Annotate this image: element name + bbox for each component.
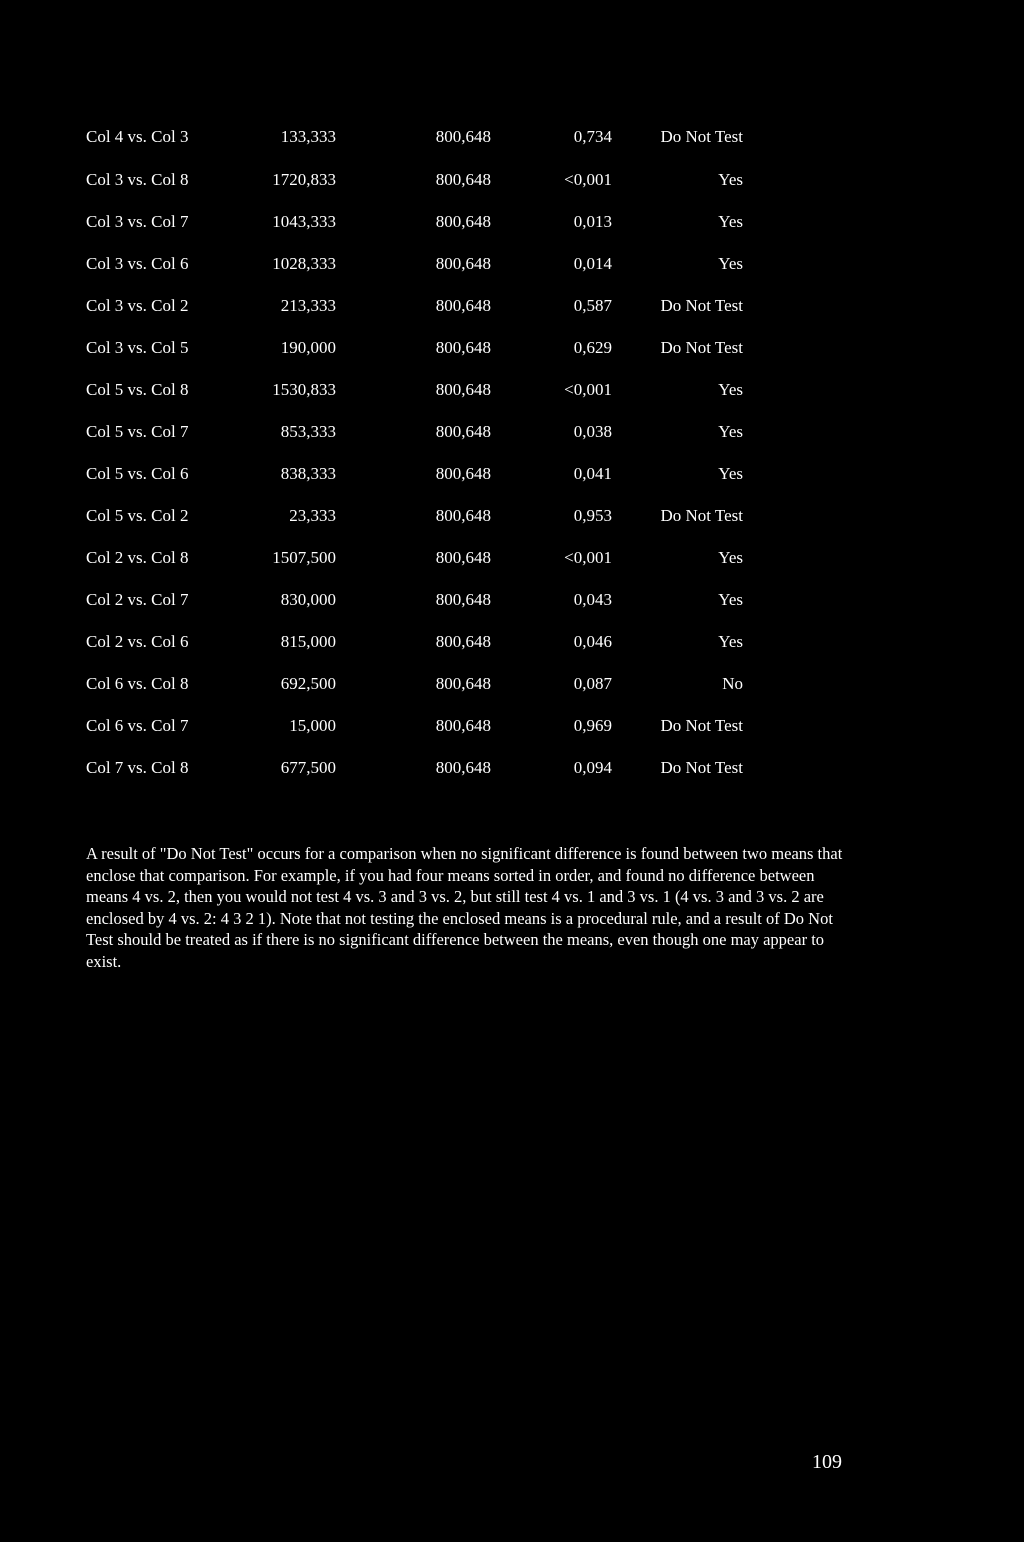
p-value-cell: <0,001 [564, 380, 612, 399]
comparison-cell: Col 3 vs. Col 5 [86, 338, 189, 357]
p-value-cell: 0,043 [573, 590, 612, 609]
p-value-cell: 0,094 [573, 758, 612, 777]
significance-cell: Yes [718, 590, 743, 609]
critical-value-cell: 800,648 [435, 506, 491, 525]
do-not-test-explanation: A result of "Do Not Test" occurs for a comparison when no significant difference is found between two means that enclose that comparison. For example, if you had four means sorted in order, and found no difference between means 4 vs. 2, then you would not test 4 vs. 3 and 3 vs. 2, but still test 4 vs. 1 and 3 vs. 1 (4 vs. 3 and 3 vs. 2 are enclosed by 4 vs. 2: 4 3 2 1). Note that not testing the enclosed means is a procedural rule, and a result of Do Not Test should be treated as if there is no significant difference between the means, even though one may appear to exist. [86, 844, 843, 971]
page-number: 109 [812, 1451, 842, 1473]
critical-value-cell: 800,648 [435, 674, 491, 693]
comparison-cell: Col 5 vs. Col 2 [86, 506, 189, 525]
significance-cell: Do Not Test [660, 758, 743, 777]
significance-cell: Yes [718, 380, 743, 399]
significance-cell: Do Not Test [660, 716, 743, 735]
difference-cell: 15,000 [289, 716, 336, 735]
comparison-cell: Col 5 vs. Col 7 [86, 422, 189, 441]
p-value-cell: <0,001 [564, 170, 612, 189]
significance-cell: Yes [718, 464, 743, 483]
critical-value-cell: 800,648 [435, 716, 491, 735]
p-value-cell: 0,041 [573, 464, 612, 483]
comparison-cell: Col 2 vs. Col 6 [86, 632, 189, 651]
comparison-cell: Col 3 vs. Col 2 [86, 296, 189, 315]
critical-value-cell: 800,648 [435, 380, 491, 399]
table-row [0, 630, 1024, 654]
significance-cell: Yes [718, 170, 743, 189]
comparison-cell: Col 7 vs. Col 8 [86, 758, 189, 777]
p-value-cell: 0,046 [573, 632, 612, 651]
difference-cell: 1507,500 [272, 548, 336, 567]
difference-cell: 677,500 [280, 758, 336, 777]
difference-cell: 1720,833 [272, 170, 336, 189]
comparison-cell: Col 3 vs. Col 8 [86, 170, 189, 189]
critical-value-cell: 800,648 [435, 548, 491, 567]
significance-cell: Do Not Test [660, 127, 743, 146]
significance-cell: Yes [718, 422, 743, 441]
table-row [0, 168, 1024, 192]
table-row [0, 672, 1024, 696]
table-row [0, 546, 1024, 570]
table-row [0, 462, 1024, 486]
table-row [0, 252, 1024, 276]
table-row [0, 588, 1024, 612]
table-row [0, 756, 1024, 780]
p-value-cell: 0,087 [573, 674, 612, 693]
table-row [0, 125, 1024, 149]
p-value-cell: 0,953 [573, 506, 612, 525]
comparison-cell: Col 4 vs. Col 3 [86, 127, 189, 146]
comparison-cell: Col 2 vs. Col 8 [86, 548, 189, 567]
critical-value-cell: 800,648 [435, 422, 491, 441]
comparison-cell: Col 6 vs. Col 8 [86, 674, 189, 693]
difference-cell: 830,000 [280, 590, 336, 609]
difference-cell: 213,333 [280, 296, 336, 315]
critical-value-cell: 800,648 [435, 758, 491, 777]
table-row [0, 378, 1024, 402]
p-value-cell: 0,629 [573, 338, 612, 357]
significance-cell: Yes [718, 632, 743, 651]
significance-cell: Yes [718, 548, 743, 567]
significance-cell: Do Not Test [660, 296, 743, 315]
difference-cell: 190,000 [280, 338, 336, 357]
critical-value-cell: 800,648 [435, 590, 491, 609]
critical-value-cell: 800,648 [435, 127, 491, 146]
difference-cell: 838,333 [280, 464, 336, 483]
table-row [0, 420, 1024, 444]
significance-cell: Do Not Test [660, 338, 743, 357]
critical-value-cell: 800,648 [435, 338, 491, 357]
table-row [0, 714, 1024, 738]
difference-cell: 133,333 [280, 127, 336, 146]
critical-value-cell: 800,648 [435, 464, 491, 483]
difference-cell: 23,333 [289, 506, 336, 525]
difference-cell: 692,500 [280, 674, 336, 693]
table-row [0, 336, 1024, 360]
table-row [0, 210, 1024, 234]
comparison-cell: Col 6 vs. Col 7 [86, 716, 189, 735]
p-value-cell: 0,734 [573, 127, 612, 146]
significance-cell: Yes [718, 212, 743, 231]
table-row [0, 504, 1024, 528]
critical-value-cell: 800,648 [435, 296, 491, 315]
p-value-cell: 0,969 [573, 716, 612, 735]
comparison-cell: Col 5 vs. Col 8 [86, 380, 189, 399]
p-value-cell: 0,038 [573, 422, 612, 441]
comparison-cell: Col 3 vs. Col 6 [86, 254, 189, 273]
comparison-cell: Col 3 vs. Col 7 [86, 212, 189, 231]
critical-value-cell: 800,648 [435, 254, 491, 273]
significance-cell: No [722, 674, 743, 693]
difference-cell: 1043,333 [272, 212, 336, 231]
p-value-cell: 0,013 [573, 212, 612, 231]
difference-cell: 853,333 [280, 422, 336, 441]
comparison-cell: Col 2 vs. Col 7 [86, 590, 189, 609]
significance-cell: Yes [718, 254, 743, 273]
critical-value-cell: 800,648 [435, 632, 491, 651]
difference-cell: 1028,333 [272, 254, 336, 273]
p-value-cell: 0,014 [573, 254, 612, 273]
significance-cell: Do Not Test [660, 506, 743, 525]
critical-value-cell: 800,648 [435, 212, 491, 231]
difference-cell: 1530,833 [272, 380, 336, 399]
table-row [0, 294, 1024, 318]
p-value-cell: <0,001 [564, 548, 612, 567]
p-value-cell: 0,587 [573, 296, 612, 315]
difference-cell: 815,000 [280, 632, 336, 651]
comparison-cell: Col 5 vs. Col 6 [86, 464, 189, 483]
critical-value-cell: 800,648 [435, 170, 491, 189]
